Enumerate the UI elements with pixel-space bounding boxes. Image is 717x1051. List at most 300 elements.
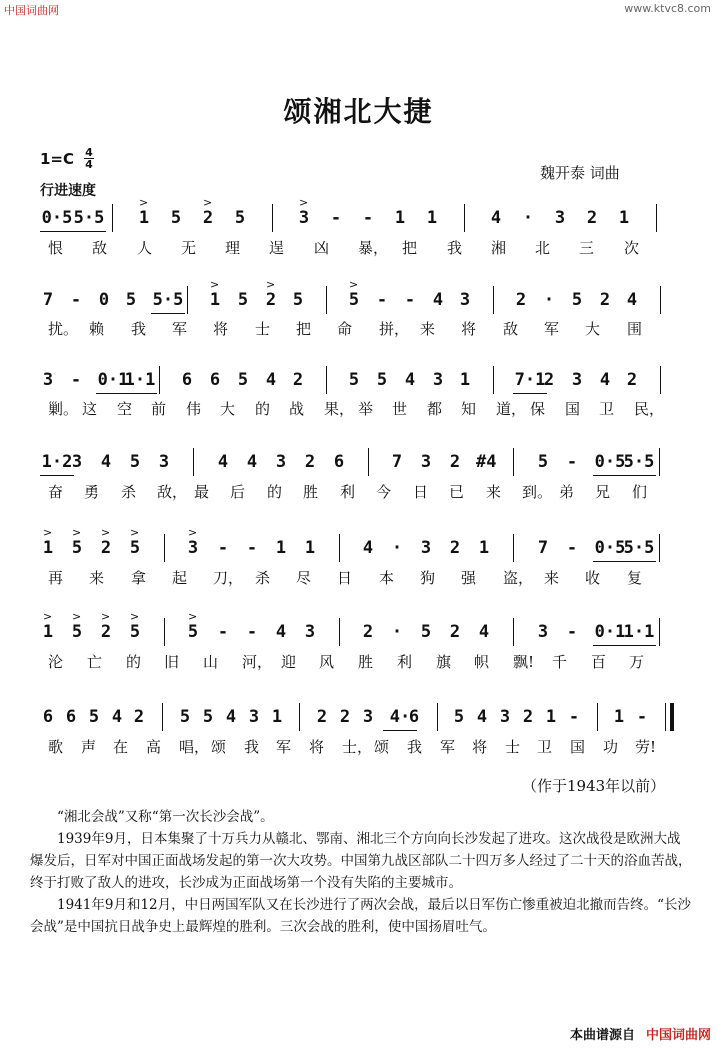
note-value: 4: [432, 290, 444, 310]
note-value: 3: [248, 707, 260, 727]
note: [430, 370, 446, 390]
lyric-word: 来: [420, 320, 436, 338]
note: [177, 707, 193, 727]
lyric-word: 狗: [420, 569, 436, 587]
lyric-word: 拼，: [379, 320, 410, 338]
lyric-word: 万: [629, 653, 645, 671]
barline: [193, 448, 194, 476]
lyric-word: 迎: [281, 653, 297, 671]
note: [337, 707, 353, 727]
barline: [659, 448, 660, 476]
note: [244, 622, 260, 642]
note-value: 1·2: [41, 452, 73, 472]
lyric-word: 军: [440, 738, 456, 756]
lyric-word: 来: [89, 569, 105, 587]
note: [535, 452, 551, 472]
lyric-word: 敌: [503, 320, 519, 338]
note: [488, 208, 504, 228]
note: [564, 538, 580, 558]
lyric-word: 奋: [48, 483, 64, 501]
note-value: 5: [376, 370, 388, 390]
note-value: 5: [537, 452, 549, 472]
note-value: 5: [420, 622, 432, 642]
note-value: 2: [626, 370, 638, 390]
note: [520, 707, 536, 727]
lyric-word: 来: [544, 569, 560, 587]
lyric-word: 河，: [242, 653, 273, 671]
note: [360, 538, 376, 558]
note-value: 1: [304, 538, 316, 558]
note: [569, 370, 585, 390]
notation-row-2: [40, 278, 680, 318]
note-value: 2: [515, 290, 527, 310]
note: [616, 208, 632, 228]
note: [543, 707, 559, 727]
notation-row-6: [40, 610, 680, 650]
lyric-word: 劳!: [635, 738, 657, 756]
note-value: 3: [362, 707, 374, 727]
time-signature: [84, 147, 94, 170]
note: [207, 278, 223, 310]
note: [246, 707, 262, 727]
note: [457, 370, 473, 390]
note: [296, 196, 312, 228]
barline: [339, 618, 340, 646]
note-value: 3: [42, 370, 54, 390]
note: [541, 370, 557, 390]
lyric-word: 将: [472, 738, 488, 756]
note: [360, 707, 376, 727]
note-value: 3: [71, 452, 83, 472]
barline: [368, 448, 369, 476]
note: [69, 452, 85, 472]
note-value: -: [70, 290, 82, 310]
note-value: 4: [476, 707, 488, 727]
note-value: 2: [449, 538, 461, 558]
source-site: 中国词曲网: [645, 1028, 711, 1043]
lyric-word: 知: [461, 400, 477, 418]
note-value: -: [246, 538, 258, 558]
lyric-word: 这: [82, 400, 98, 418]
note-paragraph-2: 1939年9月，日本集聚了十万兵力从赣北、鄂南、湘北三个方向向长沙发起了进攻。这次战役是欧洲大战爆发后，日军对中国正面战场发起的第一次大攻势。中国第九战区部队二十四万多人经过了二十天的浴血苦战，终于打败了敌人的进攻，长沙成为正面战场第一个没有失陷的主要城市。: [30, 831, 692, 891]
lyric-word: 我: [447, 239, 463, 257]
barline: [437, 703, 438, 731]
note-value: 2: [316, 707, 328, 727]
lyric-word: 围: [627, 320, 643, 338]
lyric-word: 我: [244, 738, 260, 756]
note-value: 6: [181, 370, 193, 390]
note: [346, 278, 362, 310]
note-value: 4: [217, 452, 229, 472]
barline: [162, 703, 163, 731]
note: [69, 526, 85, 558]
note-value: 5: [202, 707, 214, 727]
lyric-word: 举: [358, 400, 374, 418]
note: [244, 538, 260, 558]
note: [569, 290, 585, 310]
lyric-word: 将: [461, 320, 477, 338]
note: [185, 610, 201, 642]
accent-mark: >: [210, 278, 220, 291]
lyric-word: 千: [552, 653, 568, 671]
note: [96, 290, 112, 310]
note-value: -: [217, 622, 229, 642]
lyric-word: 将: [213, 320, 229, 338]
note: [360, 208, 376, 228]
accent-mark: >: [43, 610, 53, 623]
lyric-word: 北: [535, 239, 551, 257]
barline: [187, 286, 188, 314]
lyric-row-4: [40, 481, 690, 503]
note: [269, 707, 285, 727]
lyric-row-5: [40, 567, 690, 589]
note-value: 2: [586, 208, 598, 228]
key-signature: 1=C: [40, 150, 75, 168]
note: [200, 196, 216, 228]
note: [98, 452, 114, 472]
note-value: 3: [420, 538, 432, 558]
lyric-word: 战: [289, 400, 305, 418]
lyric-word: 们: [632, 483, 648, 501]
note-value: 4: [490, 208, 502, 228]
note-value: 3: [158, 452, 170, 472]
lyric-word: 凶: [314, 239, 330, 257]
note-value: 4: [225, 707, 237, 727]
note: [622, 538, 656, 558]
note-value: 1·1: [124, 370, 156, 390]
note-value: -: [566, 452, 578, 472]
lyric-row-2: [40, 318, 690, 340]
note: [179, 370, 195, 390]
note-value: 5: [292, 290, 304, 310]
watermark-right: www.ktvc8.com: [624, 2, 711, 15]
lyric-word: 日: [337, 569, 353, 587]
note: [624, 370, 640, 390]
note-value: 3: [459, 290, 471, 310]
note: [430, 290, 446, 310]
note: [72, 208, 106, 228]
note-value: 3: [298, 208, 310, 228]
lyric-word: 敌: [92, 239, 108, 257]
note-value: 1: [42, 538, 54, 558]
note-value: 5: [88, 707, 100, 727]
lyric-word: 道，: [496, 400, 527, 418]
lyric-word: 旧: [164, 653, 180, 671]
lyric-word: 声: [81, 738, 97, 756]
lyric-word: 日: [413, 483, 429, 501]
note-value: 5: [129, 452, 141, 472]
lyric-word: 把: [402, 239, 418, 257]
barline: [464, 204, 465, 232]
lyric-word: 到。: [522, 483, 553, 501]
note-value: -: [330, 208, 342, 228]
note-value: 2: [543, 370, 555, 390]
note: [314, 707, 330, 727]
lyric-word: 果，: [324, 400, 355, 418]
lyric-word: 士，: [342, 738, 373, 756]
lyric-word: 盗，: [503, 569, 534, 587]
tempo-marking: 行进速度: [40, 183, 96, 199]
lyric-word: 暴，: [358, 239, 389, 257]
note: [513, 290, 529, 310]
note: [40, 707, 56, 727]
lyric-word: 次: [624, 239, 640, 257]
note-value: 4: [246, 452, 258, 472]
note-value: 1: [138, 208, 150, 228]
note: [389, 538, 405, 558]
note: [40, 526, 56, 558]
note: [273, 452, 289, 472]
note: [200, 707, 216, 727]
note: [86, 707, 102, 727]
note-value: 2: [362, 622, 374, 642]
note-value: 7·1: [514, 370, 546, 390]
lyric-word: 刀，: [213, 569, 244, 587]
note-value: 4: [362, 538, 374, 558]
note: [447, 538, 463, 558]
lyric-word: 已: [449, 483, 465, 501]
note: [474, 707, 490, 727]
lyric-word: 卫: [599, 400, 615, 418]
lyric-row-1: [40, 237, 690, 259]
note-value: -: [566, 622, 578, 642]
accent-mark: >: [203, 196, 213, 209]
background-notes: [30, 806, 692, 938]
note-value: 3: [304, 622, 316, 642]
note: [290, 370, 306, 390]
note: [207, 370, 223, 390]
barline: [660, 286, 661, 314]
accent-mark: >: [188, 610, 198, 623]
lyric-word: 杀: [255, 569, 271, 587]
accent-mark: >: [101, 526, 111, 539]
note-value: 7: [537, 538, 549, 558]
note-value: ·: [543, 290, 555, 310]
note: [127, 526, 143, 558]
note-value: 3: [537, 622, 549, 642]
note: [447, 622, 463, 642]
barline: [493, 366, 494, 394]
lyric-word: 国: [570, 738, 586, 756]
note-value: -: [70, 370, 82, 390]
note: [374, 370, 390, 390]
note-value: 6: [42, 707, 54, 727]
note: [244, 452, 260, 472]
barline: [656, 204, 657, 232]
note: [634, 707, 650, 727]
note: [235, 290, 251, 310]
lyric-word: 歌: [48, 738, 64, 756]
lyric-word: 百: [591, 653, 607, 671]
lyric-word: 起: [172, 569, 188, 587]
note-paragraph-1: “湘北会战”又称“第一次长沙会战”。: [57, 809, 274, 825]
note: [392, 208, 408, 228]
note-value: 5: [571, 290, 583, 310]
lyric-word: 民，: [634, 400, 665, 418]
accent-mark: >: [72, 526, 82, 539]
note-value: -: [362, 208, 374, 228]
lyric-word: 敌，: [157, 483, 188, 501]
accent-mark: >: [266, 278, 276, 291]
barline: [299, 703, 300, 731]
time-bottom: 4: [85, 158, 93, 171]
lyric-word: 强: [461, 569, 477, 587]
note-value: -: [246, 622, 258, 642]
note: [40, 370, 56, 390]
note: [215, 452, 231, 472]
barline: [597, 703, 598, 731]
note: [331, 452, 347, 472]
note-value: 6: [209, 370, 221, 390]
note-value: 5: [71, 622, 83, 642]
lyric-word: 三: [579, 239, 595, 257]
note: [40, 610, 56, 642]
note-value: 5: [453, 707, 465, 727]
lyric-word: 唱，: [179, 738, 210, 756]
note: [389, 622, 405, 642]
lyric-word: 士: [505, 738, 521, 756]
notation-row-4: [40, 452, 680, 480]
note-value: 2: [292, 370, 304, 390]
note: [40, 290, 56, 310]
lyric-word: 杀: [121, 483, 137, 501]
note: [273, 538, 289, 558]
lyric-word: 军: [172, 320, 188, 338]
note-value: 0·5: [594, 452, 626, 472]
note: [622, 622, 656, 642]
lyric-row-3: [40, 398, 690, 420]
note: [535, 622, 551, 642]
note-value: 3: [275, 452, 287, 472]
note-value: -: [568, 707, 580, 727]
note: [424, 208, 440, 228]
note-value: 5·5: [623, 452, 655, 472]
note-value: 1: [42, 622, 54, 642]
note: [302, 622, 318, 642]
note: [328, 208, 344, 228]
lyric-word: 都: [427, 400, 443, 418]
note: [68, 370, 84, 390]
note: [136, 196, 152, 228]
note-value: 3: [187, 538, 199, 558]
note-value: 5: [234, 208, 246, 228]
note-value: ·: [391, 538, 403, 558]
note: [447, 452, 463, 472]
lyric-word: 剿。: [48, 400, 79, 418]
note: [360, 622, 376, 642]
note: [168, 208, 184, 228]
lyric-word: 山: [203, 653, 219, 671]
lyric-word: 勇: [84, 483, 100, 501]
note-value: 0·5: [41, 208, 73, 228]
note-value: 4: [100, 452, 112, 472]
lyric-word: 士: [255, 320, 271, 338]
lyric-word: 的: [255, 400, 271, 418]
note: [624, 290, 640, 310]
accent-mark: >: [130, 526, 140, 539]
note-value: 1: [271, 707, 283, 727]
note: [215, 622, 231, 642]
lyric-word: 卫: [537, 738, 553, 756]
lyric-word: 赖: [89, 320, 105, 338]
note: [123, 370, 157, 390]
note-value: 0·1: [97, 370, 129, 390]
note-value: 6: [333, 452, 345, 472]
accent-mark: >: [72, 610, 82, 623]
notation-row-7: [40, 707, 680, 735]
note-value: 7: [391, 452, 403, 472]
note: [98, 526, 114, 558]
note: [263, 370, 279, 390]
lyric-word: 前: [151, 400, 167, 418]
lyric-word: 扰。: [48, 320, 79, 338]
note: [131, 707, 147, 727]
note-value: 7: [42, 290, 54, 310]
note-value: 2: [304, 452, 316, 472]
note-value: 1: [459, 370, 471, 390]
lyric-word: 世: [392, 400, 408, 418]
note-value: 5: [129, 538, 141, 558]
lyric-word: 最: [194, 483, 210, 501]
note: [584, 208, 600, 228]
note-value: 2: [599, 290, 611, 310]
note-value: 1: [613, 707, 625, 727]
note-value: 1: [545, 707, 557, 727]
note-value: 3: [432, 370, 444, 390]
note-value: 2: [522, 707, 534, 727]
note-value: -: [566, 538, 578, 558]
lyric-word: 旗: [436, 653, 452, 671]
lyric-word: 大: [220, 400, 236, 418]
note-value: 5: [348, 370, 360, 390]
note: [402, 290, 418, 310]
lyric-word: 再: [48, 569, 64, 587]
notation-row-3: [40, 370, 680, 398]
lyric-word: 飘!: [513, 653, 535, 671]
note: [457, 290, 473, 310]
note-value: 5: [187, 622, 199, 642]
note: [597, 290, 613, 310]
barline: [112, 204, 113, 232]
note: [418, 538, 434, 558]
note: [476, 622, 492, 642]
lyric-word: 理: [225, 239, 241, 257]
note-value: 4: [599, 370, 611, 390]
note-value: 5: [125, 290, 137, 310]
note-value: 2: [202, 208, 214, 228]
note-value: 3: [420, 452, 432, 472]
notation-row-1: [40, 196, 680, 236]
lyric-word: 利: [340, 483, 356, 501]
lyric-word: 胜: [303, 483, 319, 501]
lyric-word: 兄: [595, 483, 611, 501]
accent-mark: >: [349, 278, 359, 291]
note-value: 5: [237, 370, 249, 390]
note-value: 2: [100, 538, 112, 558]
note: [406, 707, 422, 727]
lyric-word: 拿: [131, 569, 147, 587]
lyric-word: 尽: [296, 569, 312, 587]
note-value: 1·1: [623, 622, 655, 642]
note-value: #4: [476, 452, 497, 472]
lyric-word: 将: [309, 738, 325, 756]
lyric-word: 我: [131, 320, 147, 338]
note: [374, 290, 390, 310]
note-value: 5: [348, 290, 360, 310]
note-value: 4: [478, 622, 490, 642]
note: [476, 538, 492, 558]
note: [123, 290, 139, 310]
